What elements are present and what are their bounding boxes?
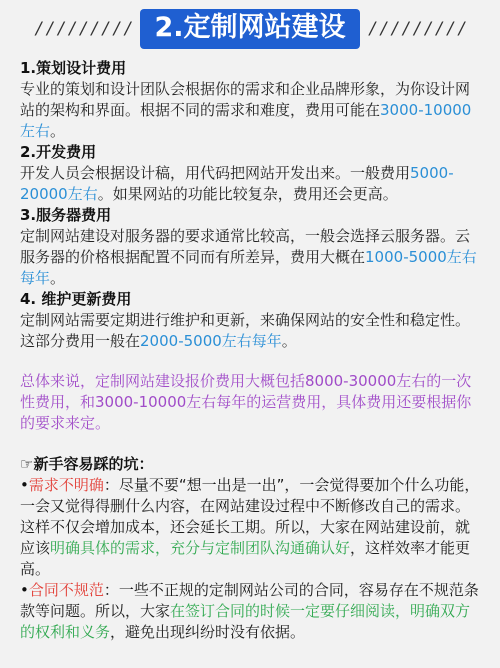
content [20, 58, 480, 643]
pitfall-label: 需求不明确 [28, 476, 104, 494]
body-text: 开发人员会根据设计稿，用代码把网站开发出来。一般费用 [20, 164, 411, 182]
section-server [20, 205, 480, 289]
decorative-slashes-left: / / / / / / / / / [35, 19, 131, 39]
header [20, 0, 480, 58]
price-highlight: 2000-5000左右每年 [140, 332, 282, 350]
bullet: • [20, 476, 29, 494]
body-tail: 。如果网站的功能比较复杂，费用还会更高。 [97, 185, 398, 203]
section-body [20, 163, 480, 205]
pitfall-text-tail: ，这样效率才能更高。 [20, 539, 471, 578]
pitfall-item [20, 580, 480, 643]
pitfall-highlight: 在签订合同的时候一定要仔细阅读，明确双方的权利和义务 [20, 602, 471, 641]
pitfall-text: ：尽量不要“想一出是一出”，一会觉得要加个什么功能，一会又觉得得删什么内容，在网站建设过程中不断修改自己的需求。这样不仅会增加成本，还会延长工期。所以，大家在网站建设前，就应该 [20, 476, 480, 557]
section-body [20, 310, 480, 352]
pitfall-text-tail: ，避免出现纠纷时没有依据。 [110, 623, 306, 641]
price-highlight: 1000-5000左右每年 [20, 248, 477, 287]
decorative-slashes-right: / / / / / / / / / [369, 19, 465, 39]
pitfall-label: 合同不规范 [28, 581, 104, 599]
summary-paragraph: 总体来说，定制网站建设报价费用大概包括8000-30000左右的一次性费用，和3000-10000左右每年的运营费用，具体费用还要根据你的要求来定。 [20, 372, 472, 432]
price-highlight: 5000-20000左右 [20, 164, 454, 203]
section-body [20, 226, 480, 289]
body-text: 定制网站需要定期进行维护和更新，来确保网站的安全性和稳定性。这部分费用一般在 [20, 311, 471, 350]
pitfall-item [20, 475, 480, 580]
section-development [20, 142, 480, 205]
section-heading: 2.开发费用 [20, 143, 97, 161]
body-text: 定制网站建设对服务器的要求通常比较高，一般会选择云服务器。云服务器的价格根据配置不同而有所差异，费用大概在 [20, 227, 471, 266]
bullet: • [20, 581, 29, 599]
section-heading: 1.策划设计费用 [20, 59, 127, 77]
pitfall-highlight: 明确具体的需求，充分与定制团队沟通确认好 [50, 539, 351, 557]
section-body [20, 79, 480, 142]
body-tail: 。 [50, 122, 66, 140]
body-text: 专业的策划和设计团队会根据你的需求和企业品牌形象，为你设计网站的架构和界面。根据不同的需求和难度，费用可能在 [20, 80, 471, 119]
section-maintenance [20, 289, 480, 352]
section-heading: 3.服务器费用 [20, 206, 112, 224]
body-tail: 。 [50, 269, 66, 287]
section-heading: 4. 维护更新费用 [20, 290, 132, 308]
pitfall-text: ：一些不正规的定制网站公司的合同，容易存在不规范条款等问题。所以，大家 [20, 581, 479, 620]
body-tail: 。 [281, 332, 297, 350]
page-title: 2.定制网站建设 [140, 9, 359, 49]
price-highlight: 3000-10000左右 [20, 101, 472, 140]
section-planning [20, 58, 480, 142]
pitfalls-title: ☞新手容易踩的坑： [20, 455, 154, 473]
